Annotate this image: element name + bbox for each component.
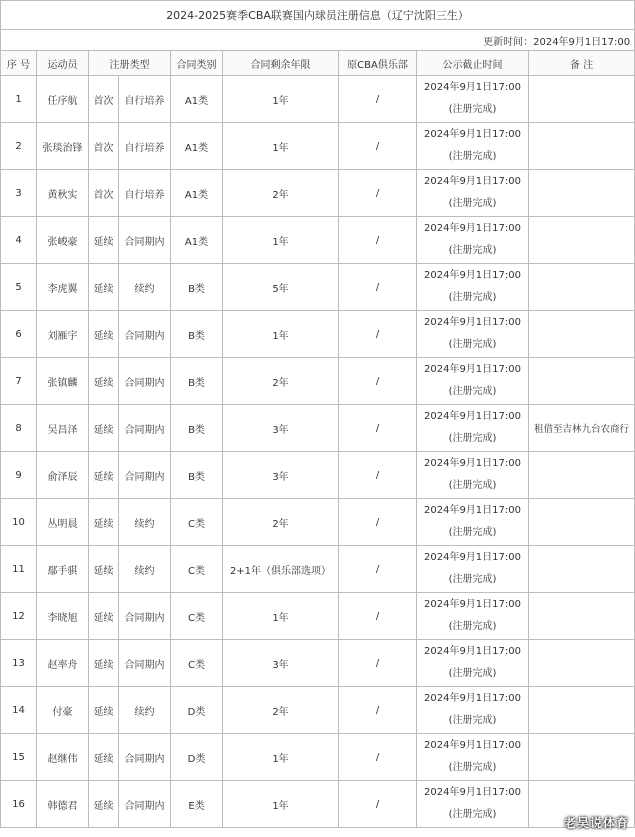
table-row: [1, 311, 635, 358]
player-name: 任序航: [37, 76, 89, 123]
registration-status: (注册完成): [448, 198, 497, 209]
note-cell: [529, 264, 635, 311]
reg-type-secondary: 续约: [119, 687, 171, 734]
deadline-time: 2024年9月1日17:00: [424, 646, 521, 657]
player-name: 李虎翼: [37, 264, 89, 311]
contract-class: B类: [171, 452, 223, 499]
registration-status: (注册完成): [448, 668, 497, 679]
former-club: /: [339, 593, 417, 640]
contract-class: E类: [171, 781, 223, 828]
note-cell: [529, 687, 635, 734]
contract-class: D类: [171, 687, 223, 734]
remaining-years: 3年: [223, 452, 339, 499]
contract-class: B类: [171, 405, 223, 452]
deadline-time: 2024年9月1日17:00: [424, 129, 521, 140]
player-name: 俞泽辰: [37, 452, 89, 499]
deadline-cell: [417, 170, 529, 217]
former-club: /: [339, 311, 417, 358]
header-note: 备 注: [529, 51, 635, 76]
reg-type-primary: 延续: [89, 452, 119, 499]
contract-class: C类: [171, 593, 223, 640]
reg-type-primary: 延续: [89, 687, 119, 734]
header-contract-class: 合同类别: [171, 51, 223, 76]
former-club: /: [339, 499, 417, 546]
registration-status: (注册完成): [448, 292, 497, 303]
reg-type-secondary: 自行培养: [119, 170, 171, 217]
former-club: /: [339, 734, 417, 781]
remaining-years: 2年: [223, 170, 339, 217]
note-cell: [529, 76, 635, 123]
former-club: /: [339, 640, 417, 687]
deadline-cell: [417, 123, 529, 170]
title-row: [1, 1, 635, 30]
former-club: /: [339, 217, 417, 264]
note-cell: [529, 546, 635, 593]
reg-type-primary: 延续: [89, 640, 119, 687]
table-row: [1, 640, 635, 687]
remaining-years: 2+1年（俱乐部选项）: [223, 546, 339, 593]
registration-status: (注册完成): [448, 809, 497, 820]
watermark: 老吴说体育: [563, 816, 629, 830]
row-number: 15: [1, 734, 37, 781]
deadline-time: 2024年9月1日17:00: [424, 458, 521, 469]
row-number: 12: [1, 593, 37, 640]
table-row: [1, 593, 635, 640]
former-club: /: [339, 781, 417, 828]
deadline-cell: [417, 405, 529, 452]
note-cell: [529, 593, 635, 640]
remaining-years: 1年: [223, 734, 339, 781]
player-name: 刘雁宇: [37, 311, 89, 358]
player-name: 张镇麟: [37, 358, 89, 405]
note-cell: [529, 640, 635, 687]
reg-type-primary: 延续: [89, 499, 119, 546]
reg-type-secondary: 合同期内: [119, 640, 171, 687]
header-former-club: 原CBA俱乐部: [339, 51, 417, 76]
table-row: [1, 405, 635, 452]
row-number: 4: [1, 217, 37, 264]
registration-status: (注册完成): [448, 715, 497, 726]
row-number: 5: [1, 264, 37, 311]
remaining-years: 2年: [223, 687, 339, 734]
deadline-time: 2024年9月1日17:00: [424, 176, 521, 187]
deadline-cell: [417, 640, 529, 687]
update-time: 更新时间：2024年9月1日17:00: [1, 30, 635, 51]
contract-class: A1类: [171, 170, 223, 217]
reg-type-secondary: 续约: [119, 499, 171, 546]
deadline-cell: [417, 76, 529, 123]
deadline-cell: [417, 687, 529, 734]
header-reg-type: 注册类型: [89, 51, 171, 76]
deadline-cell: [417, 593, 529, 640]
reg-type-secondary: 合同期内: [119, 311, 171, 358]
reg-type-secondary: 合同期内: [119, 734, 171, 781]
contract-class: A1类: [171, 217, 223, 264]
player-name: 鄢手骐: [37, 546, 89, 593]
deadline-time: 2024年9月1日17:00: [424, 270, 521, 281]
note-cell: [529, 499, 635, 546]
deadline-time: 2024年9月1日17:00: [424, 411, 521, 422]
former-club: /: [339, 546, 417, 593]
row-number: 8: [1, 405, 37, 452]
reg-type-secondary: 合同期内: [119, 405, 171, 452]
deadline-time: 2024年9月1日17:00: [424, 223, 521, 234]
remaining-years: 2年: [223, 358, 339, 405]
note-cell: [529, 358, 635, 405]
registration-status: (注册完成): [448, 527, 497, 538]
former-club: /: [339, 264, 417, 311]
deadline-cell: [417, 358, 529, 405]
row-number: 3: [1, 170, 37, 217]
reg-type-secondary: 续约: [119, 264, 171, 311]
note-cell: [529, 123, 635, 170]
row-number: 16: [1, 781, 37, 828]
former-club: /: [339, 452, 417, 499]
note-cell: [529, 311, 635, 358]
reg-type-primary: 延续: [89, 405, 119, 452]
remaining-years: 2年: [223, 499, 339, 546]
remaining-years: 5年: [223, 264, 339, 311]
update-row: [1, 30, 635, 51]
deadline-cell: [417, 499, 529, 546]
header-no: 序 号: [1, 51, 37, 76]
remaining-years: 1年: [223, 123, 339, 170]
row-number: 14: [1, 687, 37, 734]
remaining-years: 1年: [223, 781, 339, 828]
row-number: 11: [1, 546, 37, 593]
contract-class: C类: [171, 546, 223, 593]
header-deadline: 公示截止时间: [417, 51, 529, 76]
reg-type-secondary: 自行培养: [119, 123, 171, 170]
deadline-cell: [417, 311, 529, 358]
contract-class: B类: [171, 311, 223, 358]
reg-type-secondary: 合同期内: [119, 781, 171, 828]
table-row: [1, 687, 635, 734]
registration-status: (注册完成): [448, 762, 497, 773]
reg-type-secondary: 合同期内: [119, 358, 171, 405]
row-number: 1: [1, 76, 37, 123]
table-row: [1, 781, 635, 828]
deadline-cell: [417, 781, 529, 828]
player-name: 李晓旭: [37, 593, 89, 640]
deadline-time: 2024年9月1日17:00: [424, 599, 521, 610]
deadline-time: 2024年9月1日17:00: [424, 82, 521, 93]
remaining-years: 1年: [223, 217, 339, 264]
remaining-years: 1年: [223, 593, 339, 640]
player-name: 张琰治锋: [37, 123, 89, 170]
reg-type-primary: 首次: [89, 170, 119, 217]
table-row: [1, 76, 635, 123]
registration-status: (注册完成): [448, 574, 497, 585]
registration-status: (注册完成): [448, 151, 497, 162]
player-name: 张峻豪: [37, 217, 89, 264]
player-name: 赵继伟: [37, 734, 89, 781]
table-row: [1, 734, 635, 781]
table-row: [1, 546, 635, 593]
row-number: 9: [1, 452, 37, 499]
table-row: [1, 452, 635, 499]
header-row: [1, 51, 635, 76]
deadline-time: 2024年9月1日17:00: [424, 740, 521, 751]
reg-type-primary: 首次: [89, 123, 119, 170]
reg-type-secondary: 续约: [119, 546, 171, 593]
reg-type-primary: 首次: [89, 76, 119, 123]
reg-type-primary: 延续: [89, 781, 119, 828]
table-row: [1, 499, 635, 546]
registration-status: (注册完成): [448, 245, 497, 256]
player-name: 黄秋实: [37, 170, 89, 217]
former-club: /: [339, 76, 417, 123]
registration-status: (注册完成): [448, 339, 497, 350]
row-number: 2: [1, 123, 37, 170]
table-body: [1, 76, 635, 828]
registration-status: (注册完成): [448, 386, 497, 397]
table-row: [1, 170, 635, 217]
remaining-years: 3年: [223, 640, 339, 687]
player-name: 吴昌泽: [37, 405, 89, 452]
note-cell: [529, 452, 635, 499]
remaining-years: 1年: [223, 76, 339, 123]
reg-type-primary: 延续: [89, 734, 119, 781]
note-cell: [529, 734, 635, 781]
reg-type-primary: 延续: [89, 358, 119, 405]
row-number: 6: [1, 311, 37, 358]
deadline-cell: [417, 734, 529, 781]
registration-status: (注册完成): [448, 621, 497, 632]
reg-type-primary: 延续: [89, 264, 119, 311]
contract-class: D类: [171, 734, 223, 781]
reg-type-primary: 延续: [89, 217, 119, 264]
former-club: /: [339, 123, 417, 170]
table-title: 2024-2025赛季CBA联赛国内球员注册信息（辽宁沈阳三生）: [1, 1, 635, 30]
table-row: [1, 358, 635, 405]
registration-status: (注册完成): [448, 104, 497, 115]
note-cell: [529, 170, 635, 217]
row-number: 10: [1, 499, 37, 546]
deadline-time: 2024年9月1日17:00: [424, 317, 521, 328]
deadline-time: 2024年9月1日17:00: [424, 693, 521, 704]
contract-class: C类: [171, 499, 223, 546]
table-row: [1, 123, 635, 170]
deadline-cell: [417, 452, 529, 499]
contract-class: A1类: [171, 123, 223, 170]
row-number: 7: [1, 358, 37, 405]
deadline-cell: [417, 264, 529, 311]
table-row: [1, 217, 635, 264]
deadline-time: 2024年9月1日17:00: [424, 787, 521, 798]
note-cell: [529, 217, 635, 264]
remaining-years: 3年: [223, 405, 339, 452]
registration-status: (注册完成): [448, 480, 497, 491]
former-club: /: [339, 358, 417, 405]
reg-type-secondary: 合同期内: [119, 452, 171, 499]
contract-class: C类: [171, 640, 223, 687]
note-cell: 租借至吉林九台农商行: [529, 405, 635, 452]
table-row: [1, 264, 635, 311]
player-name: 韩德君: [37, 781, 89, 828]
deadline-time: 2024年9月1日17:00: [424, 552, 521, 563]
reg-type-primary: 延续: [89, 593, 119, 640]
contract-class: B类: [171, 358, 223, 405]
remaining-years: 1年: [223, 311, 339, 358]
contract-class: B类: [171, 264, 223, 311]
reg-type-secondary: 合同期内: [119, 593, 171, 640]
former-club: /: [339, 405, 417, 452]
header-player: 运动员: [37, 51, 89, 76]
registration-status: (注册完成): [448, 433, 497, 444]
deadline-cell: [417, 546, 529, 593]
former-club: /: [339, 687, 417, 734]
player-name: 丛明晨: [37, 499, 89, 546]
reg-type-primary: 延续: [89, 546, 119, 593]
deadline-time: 2024年9月1日17:00: [424, 364, 521, 375]
player-name: 赵率舟: [37, 640, 89, 687]
former-club: /: [339, 170, 417, 217]
header-remaining-years: 合同剩余年限: [223, 51, 339, 76]
reg-type-secondary: 自行培养: [119, 76, 171, 123]
reg-type-primary: 延续: [89, 311, 119, 358]
contract-class: A1类: [171, 76, 223, 123]
reg-type-secondary: 合同期内: [119, 217, 171, 264]
player-name: 付豪: [37, 687, 89, 734]
deadline-time: 2024年9月1日17:00: [424, 505, 521, 516]
deadline-cell: [417, 217, 529, 264]
row-number: 13: [1, 640, 37, 687]
